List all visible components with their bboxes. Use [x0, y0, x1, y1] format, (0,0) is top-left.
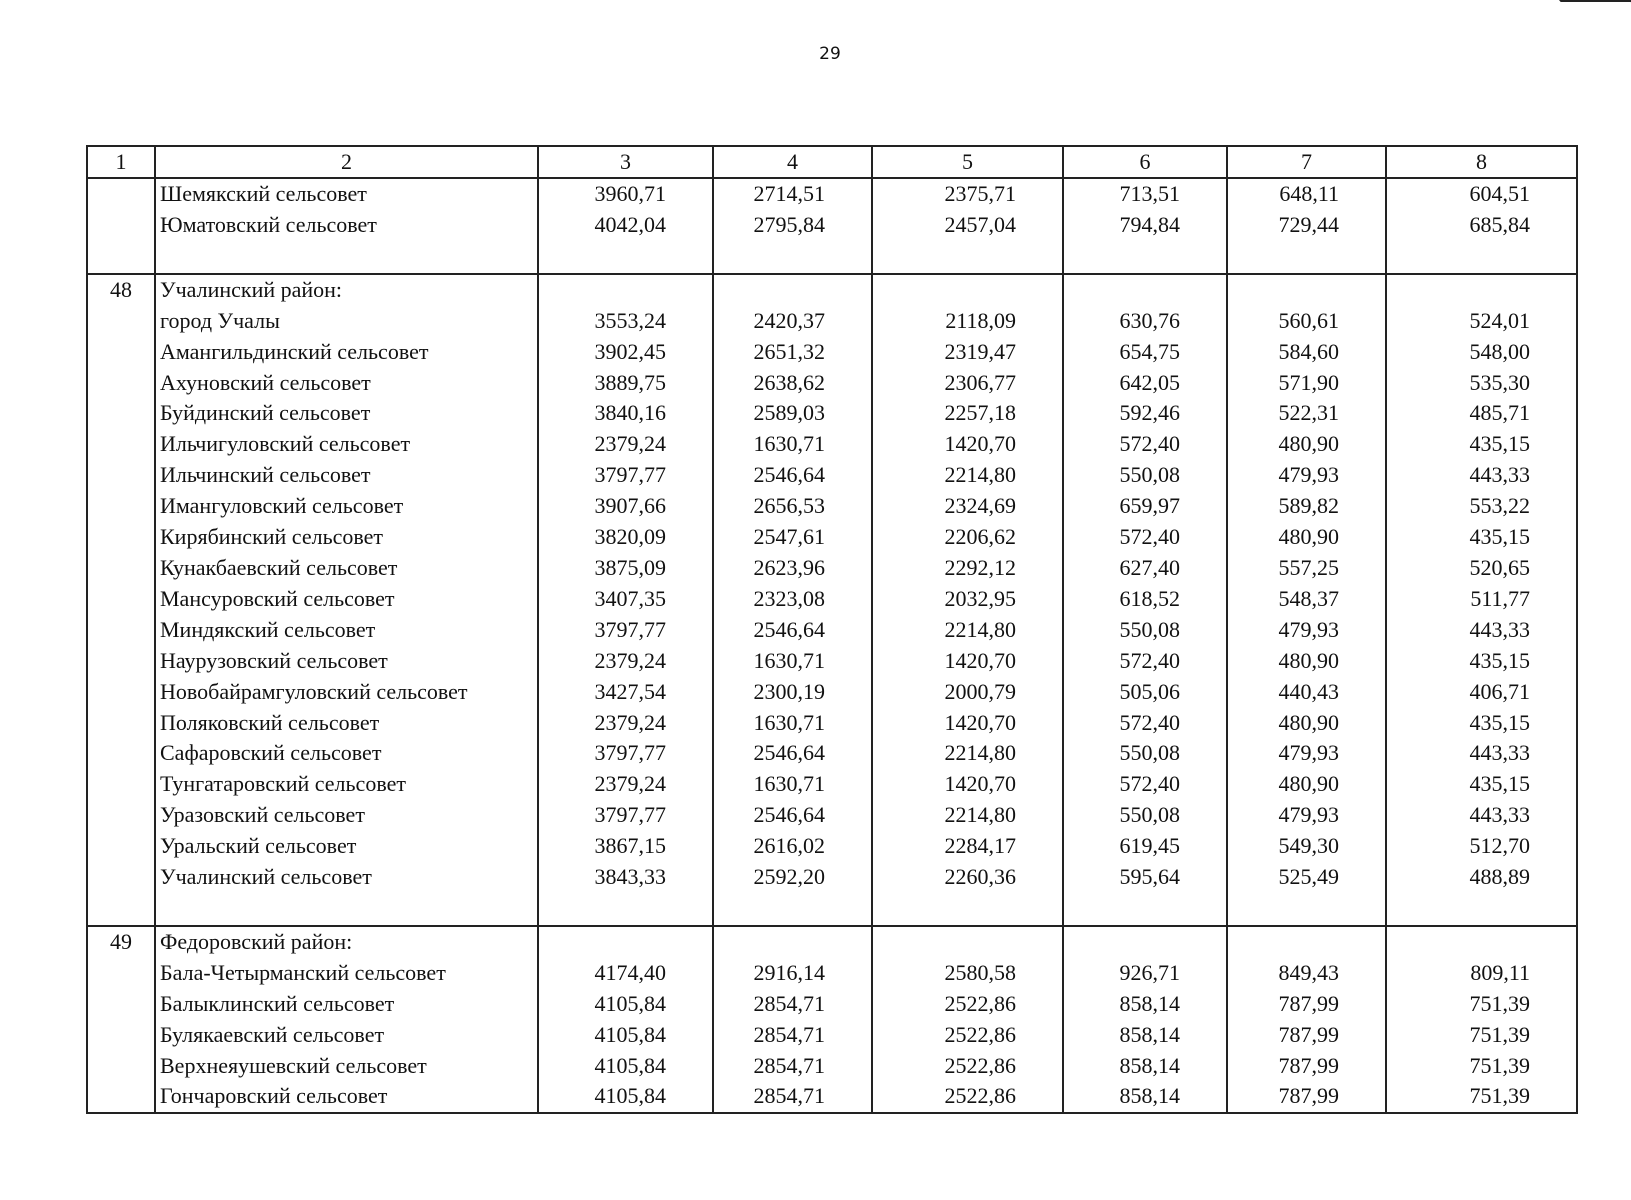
value-col-7: 479,93 [1227, 800, 1386, 831]
table-row [87, 646, 1577, 677]
value-col-6: 550,08 [1063, 738, 1227, 769]
row-number-cell [87, 429, 155, 460]
value-col-4: 2916,14 [713, 958, 872, 989]
row-number-cell [87, 337, 155, 368]
value-col-4: 2323,08 [713, 584, 872, 615]
value-col-6: 858,14 [1063, 1051, 1227, 1082]
table-row [87, 615, 1577, 646]
value-col-4: 2300,19 [713, 677, 872, 708]
column-header: 5 [872, 146, 1063, 178]
value-col-4: 1630,71 [713, 646, 872, 677]
value-col-4: 2651,32 [713, 337, 872, 368]
value-col-4: 2854,71 [713, 989, 872, 1020]
value-col-7: 787,99 [1227, 1051, 1386, 1082]
value-col-8: 488,89 [1386, 862, 1577, 893]
value-col-6: 858,14 [1063, 1020, 1227, 1051]
value-col-5: 2214,80 [872, 460, 1063, 491]
settlement-name: Юматовский сельсовет [155, 210, 538, 241]
value-col-5: 1420,70 [872, 646, 1063, 677]
column-number-header-row [87, 146, 1577, 178]
table-row [87, 306, 1577, 337]
settlement-name: Кирябинский сельсовет [155, 522, 538, 553]
table-row [87, 178, 1577, 210]
row-number-cell [87, 677, 155, 708]
value-col-6: 572,40 [1063, 429, 1227, 460]
value-col-5: 2522,86 [872, 1051, 1063, 1082]
value-col-5: 1420,70 [872, 708, 1063, 739]
value-col-8: 435,15 [1386, 708, 1577, 739]
value-col-6: 550,08 [1063, 800, 1227, 831]
value-col-8: 443,33 [1386, 615, 1577, 646]
value-col-4: 2420,37 [713, 306, 872, 337]
table-row [87, 1081, 1577, 1113]
value-col-7: 729,44 [1227, 210, 1386, 241]
table-row [87, 958, 1577, 989]
value-col-8: 751,39 [1386, 1020, 1577, 1051]
settlement-name: Наурузовский сельсовет [155, 646, 538, 677]
table-row [87, 862, 1577, 893]
value-col-6: 794,84 [1063, 210, 1227, 241]
value-col-4: 2546,64 [713, 460, 872, 491]
table-row [87, 398, 1577, 429]
value-col-8: 406,71 [1386, 677, 1577, 708]
value-col-6: 659,97 [1063, 491, 1227, 522]
district-title: Федоровский район: [155, 926, 538, 958]
table-body [87, 178, 1577, 1113]
value-col-3: 3875,09 [538, 553, 713, 584]
settlement-name: Ахуновский сельсовет [155, 368, 538, 399]
empty-cell [1386, 926, 1577, 958]
table-row [87, 522, 1577, 553]
value-col-7: 480,90 [1227, 522, 1386, 553]
value-col-7: 479,93 [1227, 615, 1386, 646]
value-col-6: 550,08 [1063, 460, 1227, 491]
value-col-3: 3867,15 [538, 831, 713, 862]
value-col-3: 3797,77 [538, 800, 713, 831]
settlement-name: Шемякский сельсовет [155, 178, 538, 210]
value-col-4: 1630,71 [713, 429, 872, 460]
value-col-8: 751,39 [1386, 1081, 1577, 1113]
settlement-name: Миндякский сельсовет [155, 615, 538, 646]
value-col-4: 2638,62 [713, 368, 872, 399]
value-col-6: 630,76 [1063, 306, 1227, 337]
empty-cell [1386, 893, 1577, 926]
row-number-cell [87, 210, 155, 241]
value-col-5: 2522,86 [872, 989, 1063, 1020]
empty-cell [1227, 926, 1386, 958]
empty-cell [538, 926, 713, 958]
value-col-8: 511,77 [1386, 584, 1577, 615]
empty-cell [538, 274, 713, 306]
value-col-6: 618,52 [1063, 584, 1227, 615]
settlement-name: Поляковский сельсовет [155, 708, 538, 739]
settlement-name: Ильчинский сельсовет [155, 460, 538, 491]
column-header: 1 [87, 146, 155, 178]
value-col-8: 435,15 [1386, 769, 1577, 800]
settlement-name: Учалинский сельсовет [155, 862, 538, 893]
value-col-4: 2546,64 [713, 738, 872, 769]
settlement-name: Уральский сельсовет [155, 831, 538, 862]
value-col-3: 3820,09 [538, 522, 713, 553]
table-row [87, 800, 1577, 831]
value-col-4: 2592,20 [713, 862, 872, 893]
row-number-cell [87, 1081, 155, 1113]
row-number-cell [87, 460, 155, 491]
value-col-5: 1420,70 [872, 769, 1063, 800]
empty-cell [1386, 241, 1577, 274]
settlement-name: Уразовский сельсовет [155, 800, 538, 831]
value-col-6: 572,40 [1063, 522, 1227, 553]
value-col-4: 2854,71 [713, 1051, 872, 1082]
row-number-cell [87, 1051, 155, 1082]
value-col-3: 3407,35 [538, 584, 713, 615]
empty-cell [87, 241, 155, 274]
value-col-7: 787,99 [1227, 1020, 1386, 1051]
row-number-cell [87, 831, 155, 862]
empty-cell [87, 893, 155, 926]
row-number-cell [87, 862, 155, 893]
value-col-7: 525,49 [1227, 862, 1386, 893]
value-col-6: 572,40 [1063, 646, 1227, 677]
settlement-name: Мансуровский сельсовет [155, 584, 538, 615]
value-col-3: 3902,45 [538, 337, 713, 368]
value-col-3: 3797,77 [538, 738, 713, 769]
value-col-4: 2547,61 [713, 522, 872, 553]
settlement-name: Бала-Четырманский сельсовет [155, 958, 538, 989]
value-col-5: 2214,80 [872, 800, 1063, 831]
value-col-4: 2795,84 [713, 210, 872, 241]
value-col-7: 589,82 [1227, 491, 1386, 522]
value-col-4: 2854,71 [713, 1020, 872, 1051]
empty-cell [713, 893, 872, 926]
value-col-4: 2616,02 [713, 831, 872, 862]
row-number-cell [87, 178, 155, 210]
row-number-cell [87, 989, 155, 1020]
table-row [87, 769, 1577, 800]
value-col-8: 604,51 [1386, 178, 1577, 210]
empty-cell [872, 274, 1063, 306]
value-col-5: 2292,12 [872, 553, 1063, 584]
settlement-name: Балыклинский сельсовет [155, 989, 538, 1020]
value-col-7: 560,61 [1227, 306, 1386, 337]
table-row [87, 460, 1577, 491]
value-col-5: 2206,62 [872, 522, 1063, 553]
value-col-8: 443,33 [1386, 460, 1577, 491]
value-col-8: 809,11 [1386, 958, 1577, 989]
value-col-7: 522,31 [1227, 398, 1386, 429]
value-col-8: 485,71 [1386, 398, 1577, 429]
table-row [87, 491, 1577, 522]
value-col-8: 751,39 [1386, 1051, 1577, 1082]
value-col-3: 4105,84 [538, 1051, 713, 1082]
value-col-4: 2714,51 [713, 178, 872, 210]
settlement-name: Буйдинский сельсовет [155, 398, 538, 429]
value-col-6: 858,14 [1063, 989, 1227, 1020]
value-col-4: 2546,64 [713, 800, 872, 831]
value-col-3: 2379,24 [538, 646, 713, 677]
value-col-8: 443,33 [1386, 800, 1577, 831]
row-number-cell [87, 769, 155, 800]
value-col-5: 1420,70 [872, 429, 1063, 460]
value-col-5: 2580,58 [872, 958, 1063, 989]
settlement-name: Кунакбаевский сельсовет [155, 553, 538, 584]
value-col-4: 2623,96 [713, 553, 872, 584]
spacer-row [87, 241, 1577, 274]
value-col-3: 3907,66 [538, 491, 713, 522]
empty-cell [872, 893, 1063, 926]
empty-cell [1227, 274, 1386, 306]
value-col-3: 3427,54 [538, 677, 713, 708]
row-number-cell [87, 522, 155, 553]
column-header: 7 [1227, 146, 1386, 178]
district-title: Учалинский район: [155, 274, 538, 306]
value-col-7: 549,30 [1227, 831, 1386, 862]
value-col-3: 3889,75 [538, 368, 713, 399]
value-col-6: 713,51 [1063, 178, 1227, 210]
value-col-7: 480,90 [1227, 708, 1386, 739]
tariff-table [86, 145, 1578, 1114]
value-col-5: 2522,86 [872, 1020, 1063, 1051]
value-col-6: 592,46 [1063, 398, 1227, 429]
value-col-5: 2260,36 [872, 862, 1063, 893]
district-number: 48 [87, 274, 155, 306]
settlement-name: Тунгатаровский сельсовет [155, 769, 538, 800]
value-col-3: 4105,84 [538, 1020, 713, 1051]
value-col-8: 435,15 [1386, 522, 1577, 553]
value-col-8: 520,65 [1386, 553, 1577, 584]
value-col-6: 858,14 [1063, 1081, 1227, 1113]
value-col-3: 4105,84 [538, 989, 713, 1020]
row-number-cell [87, 368, 155, 399]
value-col-3: 3840,16 [538, 398, 713, 429]
value-col-6: 642,05 [1063, 368, 1227, 399]
empty-cell [155, 241, 538, 274]
empty-cell [1063, 274, 1227, 306]
value-col-8: 685,84 [1386, 210, 1577, 241]
column-header: 4 [713, 146, 872, 178]
value-col-6: 505,06 [1063, 677, 1227, 708]
value-col-5: 2457,04 [872, 210, 1063, 241]
district-header-row [87, 926, 1577, 958]
table-row [87, 1020, 1577, 1051]
table-row [87, 708, 1577, 739]
empty-cell [538, 893, 713, 926]
value-col-4: 2546,64 [713, 615, 872, 646]
district-header-row [87, 274, 1577, 306]
value-col-7: 479,93 [1227, 460, 1386, 491]
row-number-cell [87, 491, 155, 522]
value-col-3: 3797,77 [538, 460, 713, 491]
value-col-3: 3843,33 [538, 862, 713, 893]
empty-cell [872, 926, 1063, 958]
value-col-5: 2324,69 [872, 491, 1063, 522]
value-col-7: 648,11 [1227, 178, 1386, 210]
row-number-cell [87, 800, 155, 831]
value-col-7: 480,90 [1227, 769, 1386, 800]
value-col-7: 849,43 [1227, 958, 1386, 989]
value-col-6: 619,45 [1063, 831, 1227, 862]
row-number-cell [87, 398, 155, 429]
table-row [87, 429, 1577, 460]
settlement-name: Имангуловский сельсовет [155, 491, 538, 522]
value-col-8: 535,30 [1386, 368, 1577, 399]
value-col-5: 2319,47 [872, 337, 1063, 368]
value-col-3: 4105,84 [538, 1081, 713, 1113]
value-col-6: 627,40 [1063, 553, 1227, 584]
value-col-5: 2306,77 [872, 368, 1063, 399]
value-col-6: 595,64 [1063, 862, 1227, 893]
row-number-cell [87, 306, 155, 337]
value-col-8: 435,15 [1386, 429, 1577, 460]
empty-cell [155, 893, 538, 926]
value-col-5: 2284,17 [872, 831, 1063, 862]
settlement-name: город Учалы [155, 306, 538, 337]
value-col-7: 480,90 [1227, 429, 1386, 460]
value-col-5: 2214,80 [872, 615, 1063, 646]
value-col-6: 926,71 [1063, 958, 1227, 989]
value-col-6: 550,08 [1063, 615, 1227, 646]
table-row [87, 1051, 1577, 1082]
value-col-7: 479,93 [1227, 738, 1386, 769]
settlement-name: Верхнеяушевский сельсовет [155, 1051, 538, 1082]
value-col-5: 2375,71 [872, 178, 1063, 210]
empty-cell [1063, 893, 1227, 926]
value-col-7: 584,60 [1227, 337, 1386, 368]
value-col-7: 787,99 [1227, 989, 1386, 1020]
column-header: 8 [1386, 146, 1577, 178]
row-number-cell [87, 738, 155, 769]
row-number-cell [87, 958, 155, 989]
value-col-3: 3797,77 [538, 615, 713, 646]
empty-cell [1063, 241, 1227, 274]
row-number-cell [87, 615, 155, 646]
value-col-8: 524,01 [1386, 306, 1577, 337]
value-col-4: 2656,53 [713, 491, 872, 522]
value-col-8: 553,22 [1386, 491, 1577, 522]
value-col-4: 2589,03 [713, 398, 872, 429]
value-col-3: 4042,04 [538, 210, 713, 241]
district-number: 49 [87, 926, 155, 958]
value-col-6: 654,75 [1063, 337, 1227, 368]
value-col-5: 2032,95 [872, 584, 1063, 615]
table-row [87, 553, 1577, 584]
empty-cell [538, 241, 713, 274]
value-col-4: 2854,71 [713, 1081, 872, 1113]
value-col-4: 1630,71 [713, 708, 872, 739]
value-col-3: 2379,24 [538, 769, 713, 800]
column-header: 6 [1063, 146, 1227, 178]
value-col-7: 571,90 [1227, 368, 1386, 399]
value-col-5: 2214,80 [872, 738, 1063, 769]
empty-cell [713, 926, 872, 958]
value-col-5: 2118,09 [872, 306, 1063, 337]
value-col-5: 2257,18 [872, 398, 1063, 429]
table-row [87, 738, 1577, 769]
page-corner-mark [1559, 0, 1631, 20]
value-col-7: 440,43 [1227, 677, 1386, 708]
settlement-name: Сафаровский сельсовет [155, 738, 538, 769]
empty-cell [1386, 274, 1577, 306]
settlement-name: Гончаровский сельсовет [155, 1081, 538, 1113]
value-col-6: 572,40 [1063, 708, 1227, 739]
empty-cell [1063, 926, 1227, 958]
value-col-7: 557,25 [1227, 553, 1386, 584]
table-row [87, 337, 1577, 368]
empty-cell [1227, 893, 1386, 926]
value-col-3: 3553,24 [538, 306, 713, 337]
empty-cell [713, 241, 872, 274]
value-col-6: 572,40 [1063, 769, 1227, 800]
value-col-5: 2000,79 [872, 677, 1063, 708]
page-number: 29 [819, 44, 841, 64]
value-col-7: 480,90 [1227, 646, 1386, 677]
table-row [87, 989, 1577, 1020]
table-row [87, 677, 1577, 708]
value-col-8: 443,33 [1386, 738, 1577, 769]
row-number-cell [87, 553, 155, 584]
table-row [87, 584, 1577, 615]
table-row [87, 210, 1577, 241]
value-col-7: 548,37 [1227, 584, 1386, 615]
row-number-cell [87, 708, 155, 739]
value-col-8: 435,15 [1386, 646, 1577, 677]
row-number-cell [87, 646, 155, 677]
column-header: 2 [155, 146, 538, 178]
settlement-name: Новобайрамгуловский сельсовет [155, 677, 538, 708]
value-col-3: 4174,40 [538, 958, 713, 989]
table-row [87, 368, 1577, 399]
value-col-3: 3960,71 [538, 178, 713, 210]
value-col-4: 1630,71 [713, 769, 872, 800]
spacer-row [87, 893, 1577, 926]
value-col-8: 548,00 [1386, 337, 1577, 368]
settlement-name: Амангильдинский сельсовет [155, 337, 538, 368]
table-row [87, 831, 1577, 862]
value-col-8: 512,70 [1386, 831, 1577, 862]
empty-cell [1227, 241, 1386, 274]
empty-cell [713, 274, 872, 306]
value-col-5: 2522,86 [872, 1081, 1063, 1113]
settlement-name: Булякаевский сельсовет [155, 1020, 538, 1051]
settlement-name: Ильчигуловский сельсовет [155, 429, 538, 460]
row-number-cell [87, 1020, 155, 1051]
value-col-8: 751,39 [1386, 989, 1577, 1020]
value-col-3: 2379,24 [538, 708, 713, 739]
row-number-cell [87, 584, 155, 615]
value-col-7: 787,99 [1227, 1081, 1386, 1113]
empty-cell [872, 241, 1063, 274]
column-header: 3 [538, 146, 713, 178]
value-col-3: 2379,24 [538, 429, 713, 460]
